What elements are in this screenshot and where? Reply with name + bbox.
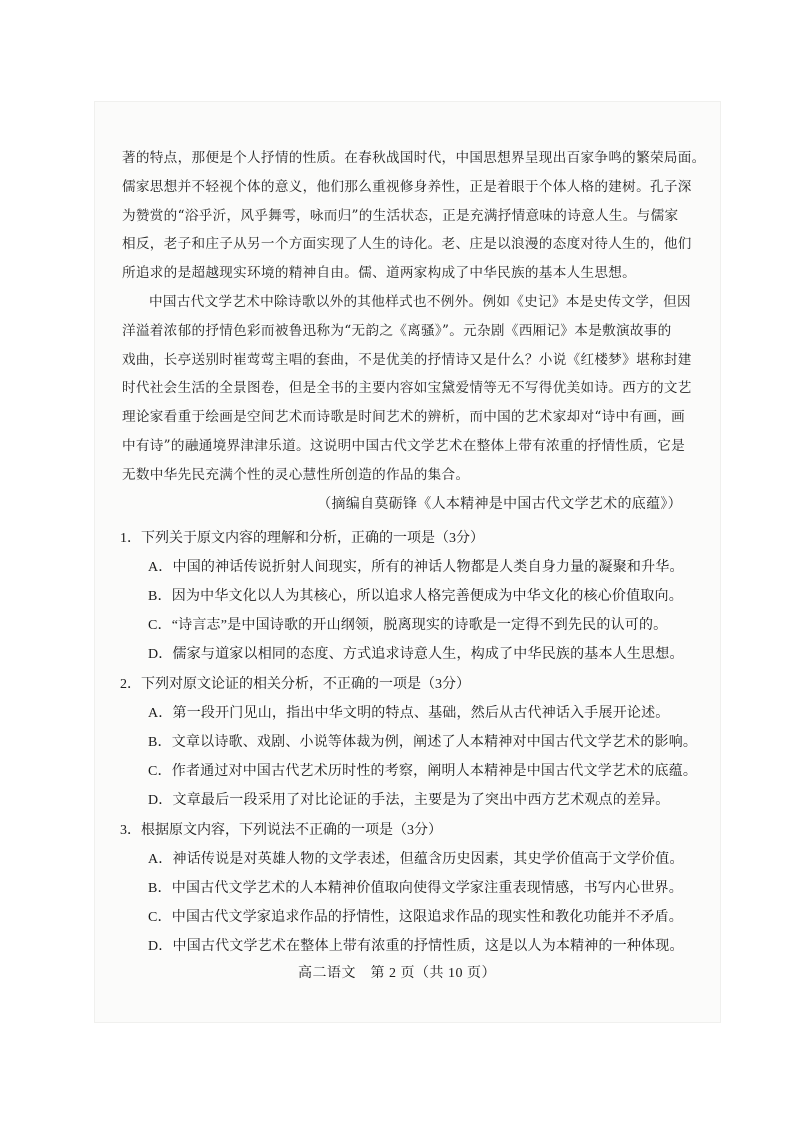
passage-source: （摘编自莫砺锋《人本精神是中国古代文学艺术的底蕴》）	[317, 496, 682, 512]
question-3-option-b: B．中国古代文学艺术的人本精神价值取向使得文学家注重表现情感，书写内心世界。	[148, 881, 683, 896]
question-2-option-b: B．文章以诗歌、戏剧、小说等体裁为例，阐述了人本精神对中国古代文学艺术的影响。	[148, 735, 698, 750]
question-3-option-d: D．中国古代文学艺术在整体上带有浓重的抒情性质，这是以人为本精神的一种体现。	[148, 939, 684, 954]
question-1-option-a: A．中国的神话传说折射人间现实，所有的神话人物都是人类自身力量的凝聚和升华。	[148, 560, 684, 575]
passage-line: 理论家看重于绘画是空间艺术而诗歌是时间艺术的辨析，而中国的艺术家却对“诗中有画，画	[122, 409, 685, 426]
passage-line: 中有诗”的融通境界津津乐道。这说明中国古代文学艺术在整体上带有浓重的抒情性质，它是	[122, 437, 685, 454]
question-2-stem: 2．下列对原文论证的相关分析，不正确的一项是（3分）	[120, 677, 470, 692]
passage-line: 儒家思想并不轻视个体的意义，他们那么重视修身养性，正是着眼于个体人格的建树。孔子深	[122, 178, 692, 195]
question-3-option-a: A．神话传说是对英雄人物的文学表述，但蕴含历史因素，其史学价值高于文学价值。	[148, 852, 684, 867]
passage-line: 相反，老子和庄子从另一个方面实现了人生的诗化。老、庄是以浪漫的态度对待人生的，他们	[122, 236, 692, 253]
passage-line: 所追求的是超越现实环境的精神自由。儒、道两家构成了中华民族的基本人生思想。	[122, 265, 637, 282]
page-footer: 高二语文 第 2 页（共 10 页）	[298, 966, 496, 981]
passage-line: 著的特点，那便是个人抒情的性质。在春秋战国时代，中国思想界呈现出百家争鸣的繁荣局面。	[122, 150, 706, 166]
passage-line: 戏曲，长亭送别时崔莺莺主唱的套曲，不是优美的抒情诗又是什么？小说《红楼梦》堪称封建	[122, 351, 692, 368]
passage-line: 中国古代文学艺术中除诗歌以外的其他样式也不例外。例如《史记》本是史传文学，但因	[149, 294, 691, 310]
question-1-option-c: C．“诗言志”是中国诗歌的开山纲领，脱离现实的诗歌是一定得不到先民的认可的。	[148, 618, 668, 633]
passage-paragraph-1	[122, 144, 706, 288]
passage-line: 时代社会生活的全景图卷，但是全书的主要内容如宝黛爱情等无不写得优美如诗。西方的文艺	[122, 380, 692, 397]
passage-paragraph-2	[122, 288, 694, 490]
passage-line: 无数中华先民充满个性的灵心慧性所创造的作品的集合。	[122, 466, 470, 483]
question-3-stem: 3．根据原文内容，下列说法不正确的一项是（3分）	[120, 823, 442, 838]
question-2-option-d: D．文章最后一段采用了对比论证的手法，主要是为了突出中西方艺术观点的差异。	[148, 793, 670, 808]
question-3-option-c: C．中国古代文学家追求作品的抒情性，这限追求作品的现实性和教化功能并不矛盾。	[148, 910, 683, 925]
question-1-option-d: D．儒家与道家以相同的态度、方式追求诗意人生，构成了中华民族的基本人生思想。	[148, 647, 684, 662]
passage-line: 洋溢着浓郁的抒情色彩而被鲁迅称为“无韵之《离骚》”。元杂剧《西厢记》本是敷演故事的	[122, 322, 672, 339]
question-2-option-c: C．作者通过对中国古代艺术历时性的考察，阐明人本精神是中国古代文学艺术的底蕴。	[148, 764, 698, 779]
question-2-option-a: A．第一段开门见山，指出中华文明的特点、基础，然后从古代神话入手展开论述。	[148, 706, 670, 721]
question-1-stem: 1．下列关于原文内容的理解和分析，正确的一项是（3分）	[120, 531, 484, 546]
question-1-option-b: B．因为中华文化以人为其核心，所以追求人格完善便成为中华文化的核心价值取向。	[148, 589, 683, 604]
passage-line: 为赞赏的“浴乎沂，风乎舞雩，咏而归”的生活状态，正是充满抒情意味的诗意人生。与儒家	[122, 207, 679, 224]
